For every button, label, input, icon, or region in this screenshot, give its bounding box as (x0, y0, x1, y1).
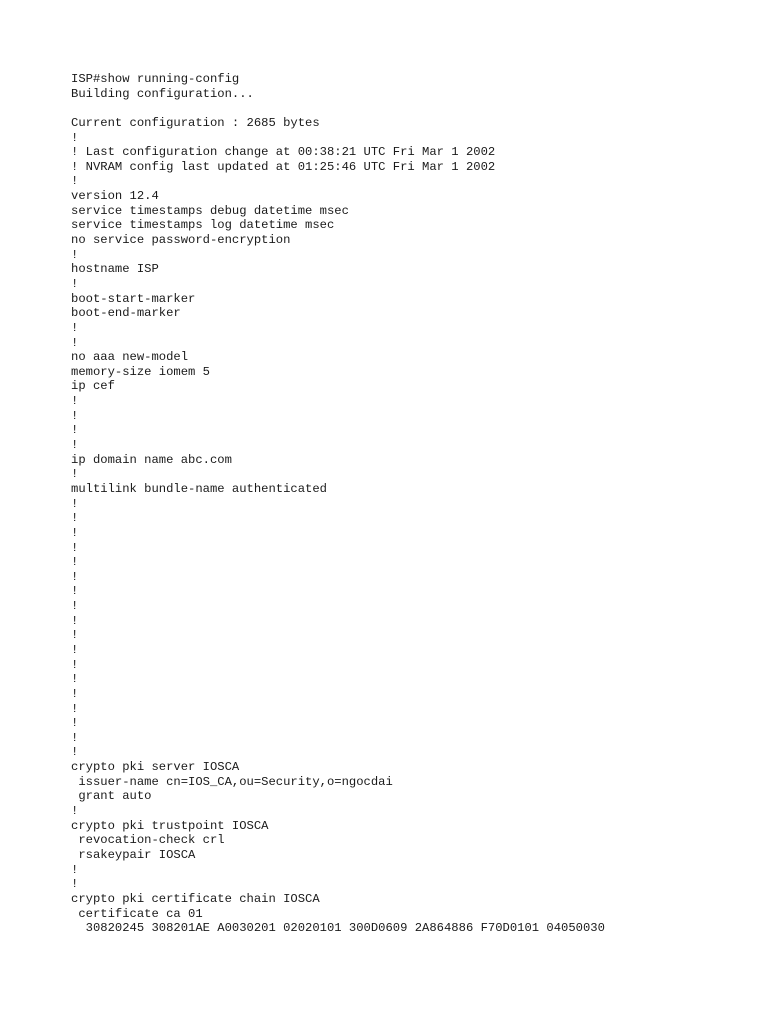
config-line: ! (71, 276, 79, 291)
config-line: crypto pki certificate chain IOSCA (71, 891, 320, 906)
config-line: ! (71, 716, 79, 731)
config-line: service timestamps debug datetime msec (71, 203, 349, 218)
config-line: ! (71, 555, 79, 570)
config-line: version 12.4 (71, 189, 159, 204)
config-line: ! (71, 730, 79, 745)
config-line: ! (71, 701, 79, 716)
running-config-text (71, 72, 605, 936)
config-line: ! (71, 496, 79, 511)
config-line: ! (71, 320, 79, 335)
config-line: no service password-encryption (71, 233, 291, 248)
config-line: ! (71, 862, 79, 877)
config-line: ! (71, 584, 79, 599)
config-line: ! Last configuration change at 00:38:21 UTC Fri Mar 1 2002 (71, 145, 496, 160)
config-line: boot-start-marker (71, 291, 196, 306)
config-line: ! (71, 642, 79, 657)
config-line: revocation-check crl (71, 833, 225, 848)
config-line: service timestamps log datetime msec (71, 218, 335, 233)
config-line: Building configuration... (71, 86, 254, 101)
config-line: ip cef (71, 379, 115, 394)
config-line: ! (71, 511, 79, 526)
config-line: issuer-name cn=IOS_CA,ou=Security,o=ngocdai (71, 774, 393, 789)
config-line: ! (71, 804, 79, 819)
config-line: ip domain name abc.com (71, 452, 232, 467)
config-line: multilink bundle-name authenticated (71, 481, 327, 496)
config-line: ! (71, 130, 79, 145)
config-line: rsakeypair IOSCA (71, 847, 196, 862)
config-line: ! (71, 877, 79, 892)
config-line: ! (71, 247, 79, 262)
config-line: ! (71, 613, 79, 628)
config-line: ISP#show running-config (71, 72, 240, 86)
config-line: grant auto (71, 789, 152, 804)
config-line: ! (71, 672, 79, 687)
config-line: ! (71, 438, 79, 453)
config-line: ! (71, 467, 79, 482)
config-line (71, 101, 605, 116)
config-line: ! (71, 335, 79, 350)
config-line: ! NVRAM config last updated at 01:25:46 UTC Fri Mar 1 2002 (71, 159, 496, 174)
config-line: certificate ca 01 (71, 906, 203, 921)
config-line: ! (71, 423, 79, 438)
config-line: crypto pki server IOSCA (71, 760, 240, 775)
config-line: ! (71, 540, 79, 555)
config-line: memory-size iomem 5 (71, 364, 210, 379)
config-line: crypto pki trustpoint IOSCA (71, 818, 269, 833)
config-line: ! (71, 745, 79, 760)
config-line: ! (71, 686, 79, 701)
config-line: no aaa new-model (71, 350, 189, 365)
config-line: ! (71, 599, 79, 614)
config-line: boot-end-marker (71, 306, 181, 321)
config-line: hostname ISP (71, 262, 159, 277)
config-line: ! (71, 525, 79, 540)
config-line: ! (71, 408, 79, 423)
config-line: ! (71, 174, 79, 189)
config-line: 30820245 308201AE A0030201 02020101 300D0609 2A864886 F70D0101 04050030 (71, 921, 605, 936)
config-line: ! (71, 394, 79, 409)
config-line: Current configuration : 2685 bytes (71, 115, 320, 130)
config-line: ! (71, 569, 79, 584)
config-line: ! (71, 657, 79, 672)
config-line: ! (71, 628, 79, 643)
